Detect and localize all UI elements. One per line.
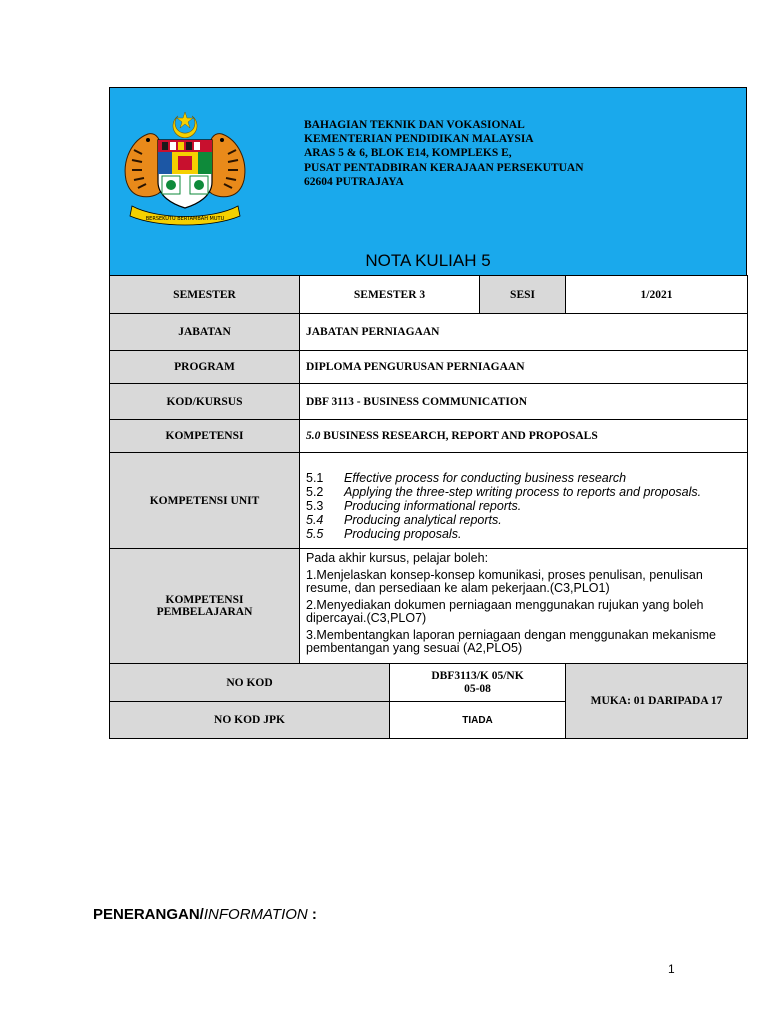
list-item: 5.1 Effective process for conducting business research — [306, 470, 627, 485]
jabatan-value: JABATAN PERNIAGAAN — [300, 314, 748, 351]
semester-label: SEMESTER — [110, 276, 300, 314]
kompetensi-value — [300, 420, 748, 453]
kompetensi-number: 5.0 — [306, 430, 321, 442]
agency-line: PUSAT PENTADBIRAN KERAJAAN PERSEKUTUAN — [304, 161, 584, 174]
list-item: 5.4 Producing analytical reports. — [306, 512, 502, 527]
kp-intro: Pada akhir kursus, pelajar boleh: — [306, 551, 489, 565]
information-heading: PENERANGAN/INFORMATION : — [93, 906, 317, 923]
kompetensi-row — [110, 420, 748, 453]
kod-kursus-row — [110, 384, 748, 420]
jabatan-label: JABATAN — [110, 314, 300, 351]
program-label: PROGRAM — [110, 351, 300, 384]
no-kod-jpk-value: TIADA — [390, 702, 566, 739]
list-item: 5.5 Producing proposals. — [306, 526, 462, 541]
muka-label: MUKA: 01 DARIPADA 17 — [566, 664, 748, 739]
agency-line: ARAS 5 & 6, BLOK E14, KOMPLEKS E, — [304, 147, 512, 160]
agency-line: BAHAGIAN TEKNIK DAN VOKASIONAL — [304, 119, 525, 131]
list-item: 1.Menjelaskan konsep-konsep komunikasi, proses penulisan, penulisan resume, dan persediaan ke alam pekerjaan.(C3,PLO1) — [306, 567, 703, 595]
kompetensi-unit-list — [300, 453, 748, 549]
document-title: NOTA KULIAH 5 — [365, 251, 491, 270]
kompetensi-label: KOMPETENSI — [110, 420, 300, 453]
agency-address — [304, 118, 584, 189]
agency-line: KEMENTERIAN PENDIDIKAN MALAYSIA — [304, 133, 534, 146]
kod-kursus-label: KOD/KURSUS — [110, 384, 300, 420]
document-cover-sheet — [109, 87, 747, 739]
kompetensi-text: BUSINESS RESEARCH, REPORT AND PROPOSALS — [323, 430, 598, 442]
malaysia-coat-of-arms-icon — [118, 110, 252, 228]
header-banner — [109, 87, 747, 275]
program-value: DIPLOMA PENGURUSAN PERNIAGAAN — [300, 351, 748, 384]
no-kod-jpk-label: NO KOD JPK — [110, 702, 390, 739]
kompetensi-unit-label: KOMPETENSI UNIT — [110, 453, 300, 549]
kompetensi-pembelajaran-list — [300, 549, 748, 664]
sesi-value: 1/2021 — [566, 276, 748, 314]
page-number: 1 — [668, 962, 675, 976]
kompetensi-pembelajaran-label: KOMPETENSI PEMBELAJARAN — [110, 549, 300, 664]
svg-text:BERSEKUTU BERTAMBAH MUTU: BERSEKUTU BERTAMBAH MUTU — [145, 216, 225, 222]
list-item: 2.Menyediakan dokumen perniagaan menggunakan rujukan yang boleh dipercayai.(C3,PLO7) — [306, 597, 704, 625]
agency-line: 62604 PUTRAJAYA — [304, 175, 404, 188]
kompetensi-pembelajaran-row — [110, 549, 748, 664]
semester-row — [110, 276, 748, 314]
list-item: 3.Membentangkan laporan perniagaan dengan menggunakan mekanisme pembentangan yang sesuai (A2,PLO5) — [306, 627, 717, 655]
no-kod-row — [110, 664, 748, 702]
kod-kursus-value: DBF 3113 - BUSINESS COMMUNICATION — [300, 384, 748, 420]
no-kod-label: NO KOD — [110, 664, 390, 702]
course-info-table — [109, 275, 748, 739]
no-kod-value: DBF3113/K 05/NK 05-08 — [390, 664, 566, 702]
program-row — [110, 351, 748, 384]
jabatan-row — [110, 314, 748, 351]
list-item: 5.2 Applying the three-step writing process to reports and proposals. — [306, 484, 702, 499]
sesi-label: SESI — [480, 276, 566, 314]
semester-value: SEMESTER 3 — [300, 276, 480, 314]
kompetensi-unit-row — [110, 453, 748, 549]
list-item: 5.3 Producing informational reports. — [306, 498, 522, 513]
